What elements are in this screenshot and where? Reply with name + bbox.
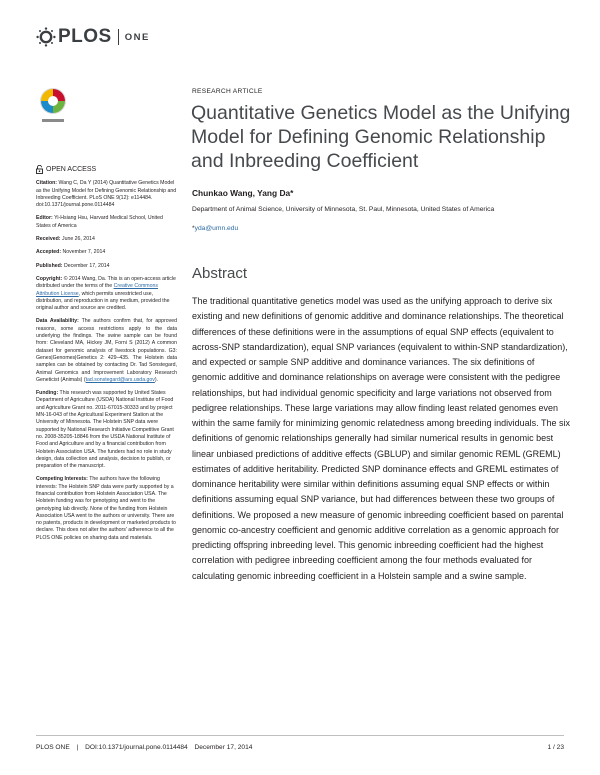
data-availability-text-end: ). [154,376,159,383]
footer-divider-glyph: | [76,744,79,751]
data-availability-text: The authors confirm that, for approved reasons, some access restrictions apply to the data underlying the findings. The swine sample can be found from: Cleveland MA, Hickey JM, Forni S (2012) A common dataset for genomic analysis of livestock populations. G3: Genes|Genomes|Genetics 2: 429–435. The Holstein data samples can be obtained by contacting Dr. Tad Sonstegard, Animal Genomics and Improvement Laboratory Research Geneticist (Animals) ( [36,318,177,383]
received-block [36,236,177,243]
received-label: Received: [36,236,61,243]
article-title: Quantitative Genetics Model as the Unifying Model for Defining Genomic Relationship and Inbreeding Coefficient [191,102,571,172]
abstract-heading: Abstract [192,265,248,282]
data-availability-label: Data Availability: [36,318,79,325]
data-availability-block [36,318,177,384]
copyright-label: Copyright: [36,275,63,282]
footer-journal: PLOS ONE [36,744,70,751]
article-authors: Chunkao Wang, Yang Da* [192,188,294,198]
journal-logo[interactable] [36,26,150,48]
citation-text: Wang C, Da Y (2014) Quantitative Genetics Model as the Unifying Model for Defining Genomic Relationship and Inbreeding Coefficient. PLoS ONE 9(12): e114484. doi:10.1371/journal.pone.0114484 [36,180,177,209]
competing-interests-label: Competing Interests: [36,476,88,483]
footer-citation [36,744,257,751]
editor-text: Yi-Hsiang Hsu, Harvard Medical School, United States of America [36,215,163,229]
open-access-lock-icon [36,165,43,174]
published-block [36,263,177,270]
license-link[interactable]: Creative Commons Attribution License [36,283,158,297]
abstract-text: The traditional quantitative genetics model was used as the unifying approach to derive six existing and new definitions of genomic additive and dominance relationships. The theoretical differences of these definitions were in the assumptions of equal SNP effects (equivalent to across-SNP standardization), equal SNP variances (equivalent to within-SNP standardization), and expected or sample SNP additive and dominance variances. The six definitions of genomic additive and dominance relationships on average were consistent with the pedigree relationships, but had individual genomic specificity and large variations not observed from pedigree relationships. These large variations may allow finding least related genomes even within the same family for minimizing genomic relatedness among breeding individuals. The six definitions of genomic relationships generally had similar numerical results in genomic best linear unbiased predictions of additive effects (GBLUP) and similar genomic REML (GREML) estimates of additive heritability. Predicted SNP dominance effects and GREML estimates of dominance heritability were similar within definitions assuming equal SNP effects or within definitions assuming equal SNP variance, but had differences between these two groups of definitions. We proposed a new measure of genomic inbreeding coefficient based on parental genomic co-ancestry coefficient and genomic additive correlation as a genomic approach for predicting offspring inbreeding level. This genomic inbreeding coefficient had the highest correlation with pedigree inbreeding coefficient among the four methods evaluated for calculating genomic inbreeding coefficient in a Holstein sample and a swine sample. [192,296,571,581]
footer-divider [36,735,564,736]
competing-interests-text: The authors have the following interests: The Holstein SNP data were partly supported by a financial contribution from Holstein Association USA. The Holstein funding was for genotyping and went to the genotyping lab directly. None of the funding from Holstein Association USA went to the authors or university. There are no patents, products in development or marketed products to declare. This does not alter the authors' adherence to all the PLOS ONE policies on sharing data and materials. [36,476,176,541]
accepted-date: November 7, 2014 [62,249,106,256]
published-label: Published: [36,262,63,269]
journal-name: PLOS [58,26,112,47]
open-access-badge [36,165,177,174]
copyright-block [36,276,177,312]
corresponding-email[interactable] [192,225,238,232]
footer-date: December 17, 2014 [194,744,253,751]
journal-subname: ONE [124,31,150,43]
email-marker: * [192,225,195,232]
crossmark-icon[interactable] [38,86,68,126]
copyright-text: © 2014 Wang, Da. This is an open-access article distributed under the terms of the [36,275,176,290]
author-affiliation: Department of Animal Science, University of Minnesota, St. Paul, Minnesota, United States of America [192,206,495,213]
funding-text: This research was supported by United States Department of Agriculture (USDA) National Institute of Food and Agriculture Grant no. 2011-67015-30333 and by project MN-16-043 of the Agricultural Experiment Station at the University of Minnesota. The Holstein SNP data were supported by National Research Initiative Competitive Grant no. 2008-35205-18846 from the USDA National Institute of Food and Agriculture and by a financial contribution from Holstein Association USA. The funders had no role in study design, data collection and analysis, decision to publish, or preparation of the manuscript. [36,390,174,470]
received-date: June 26, 2014 [61,236,95,243]
editor-block [36,215,177,230]
email-link[interactable]: yda@umn.edu [194,225,239,232]
accepted-block [36,249,177,256]
contact-email-link[interactable]: tad.sonstegard@ars.usda.gov [85,376,155,383]
editor-label: Editor: [36,215,53,222]
accepted-label: Accepted: [36,249,62,256]
footer-doi[interactable]: DOI:10.1371/journal.pone.0114484 [85,744,188,751]
plos-logo-icon [36,27,56,47]
page-footer [36,744,564,751]
citation-label: Citation: [36,180,58,187]
citation-block [36,180,177,209]
article-type: RESEARCH ARTICLE [192,88,263,95]
funding-label: Funding: [36,390,59,397]
published-date: December 17, 2014 [63,262,110,269]
funding-block [36,390,177,470]
copyright-text-end: , which permits unrestricted use, distribution, and reproduction in any medium, provided the original author and source are credited. [36,290,170,312]
page-number: 1 / 23 [547,744,564,751]
article-info-sidebar [36,86,177,542]
logo-divider [118,29,119,45]
open-access-label: OPEN ACCESS [46,166,97,174]
competing-interests-block [36,476,177,542]
